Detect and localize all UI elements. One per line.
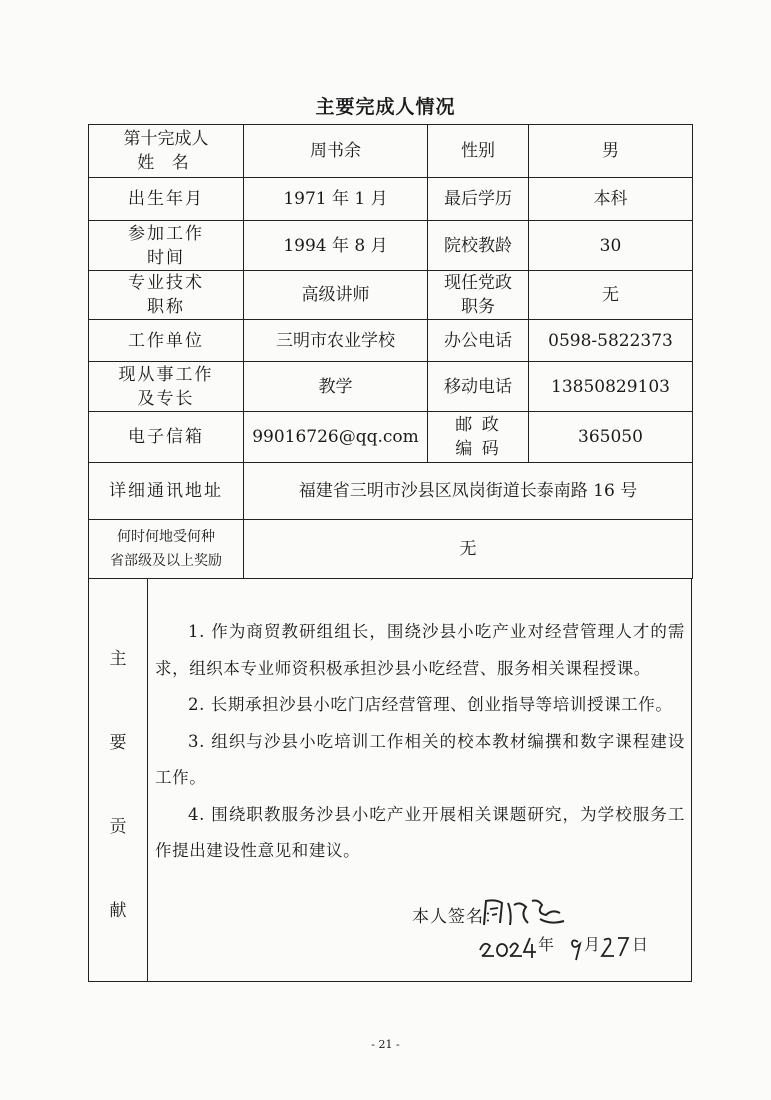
office-phone-value: 0598-5822373 (529, 320, 693, 362)
specialty-value: 教学 (244, 362, 428, 412)
table-row (89, 412, 693, 463)
title-label: 专业技术 职称 (89, 271, 244, 320)
info-table (88, 124, 693, 579)
svg-text:月: 月 (584, 935, 601, 954)
heading-char: 主 (109, 649, 127, 669)
mobile-value: 13850829103 (529, 362, 693, 412)
teaching-years-value: 30 (529, 221, 693, 271)
birth-label: 出生年月 (89, 178, 244, 221)
gender-value: 男 (529, 125, 693, 178)
email-value: 99016726@qq.com (244, 412, 428, 463)
table-row (89, 221, 693, 271)
handwritten-date (476, 926, 666, 962)
page-number: - 21 - (371, 1038, 400, 1051)
heading-char: 要 (109, 733, 127, 753)
postcode-label: 邮 政 编 码 (428, 412, 529, 463)
handwritten-signature (480, 895, 570, 929)
heading-char: 贡 (109, 817, 127, 837)
mobile-label: 移动电话 (428, 362, 529, 412)
table-row (89, 520, 693, 579)
address-value: 福建省三明市沙县区凤岗街道长泰南路 16 号 (244, 463, 693, 520)
contribution-paragraph: 3. 组织与沙县小吃培训工作相关的校本教材编撰和数字课程建设工作。 (155, 731, 685, 787)
birth-value: 1971 年 1 月 (244, 178, 428, 221)
label-cell: 第十完成人 姓 名 (89, 125, 244, 178)
award-label: 何时何地受何种 省部级及以上奖励 (89, 520, 244, 579)
table-row (89, 362, 693, 412)
award-value: 无 (244, 520, 693, 579)
education-label: 最后学历 (428, 178, 529, 221)
table-row (89, 125, 693, 178)
table-row (89, 271, 693, 320)
address-label: 详细通讯地址 (89, 463, 244, 520)
svg-text:日: 日 (632, 935, 649, 954)
contribution-section (88, 578, 692, 982)
contribution-paragraph: 4. 围绕职教服务沙县小吃产业开展相关课题研究，为学校服务工作提出建设性意见和建议。 (155, 804, 685, 860)
education-value: 本科 (529, 178, 693, 221)
table-row (89, 178, 693, 221)
signature-label: 本人签名： (412, 907, 502, 927)
page-title: 主要完成人情况 (315, 96, 456, 118)
contribution-body (155, 614, 685, 870)
office-phone-label: 办公电话 (428, 320, 529, 362)
contribution-paragraph: 2. 长期承担沙县小吃门店经营管理、创业指导等培训授课工作。 (188, 695, 673, 714)
svg-text:年: 年 (538, 935, 555, 954)
teaching-years-label: 院校教龄 (428, 221, 529, 271)
postcode-value: 365050 (529, 412, 693, 463)
contribution-paragraph: 1. 作为商贸教研组组长，围绕沙县小吃产业对经营管理人才的需求，组织本专业师资积极承担沙县小吃经营、服务相关课程授课。 (155, 622, 685, 678)
employer-label: 工作单位 (89, 320, 244, 362)
email-label: 电子信箱 (89, 412, 244, 463)
work-start-value: 1994 年 8 月 (244, 221, 428, 271)
employer-value: 三明市农业学校 (244, 320, 428, 362)
heading-char: 献 (109, 901, 127, 921)
position-label: 现任党政 职务 (428, 271, 529, 320)
contribution-heading (89, 578, 148, 981)
specialty-label: 现从事工作 及专长 (89, 362, 244, 412)
work-start-label: 参加工作 时间 (89, 221, 244, 271)
table-row (89, 320, 693, 362)
name-value: 周书余 (244, 125, 428, 178)
title-value: 高级讲师 (244, 271, 428, 320)
gender-label: 性别 (428, 125, 529, 178)
position-value: 无 (529, 271, 693, 320)
table-row (89, 463, 693, 520)
